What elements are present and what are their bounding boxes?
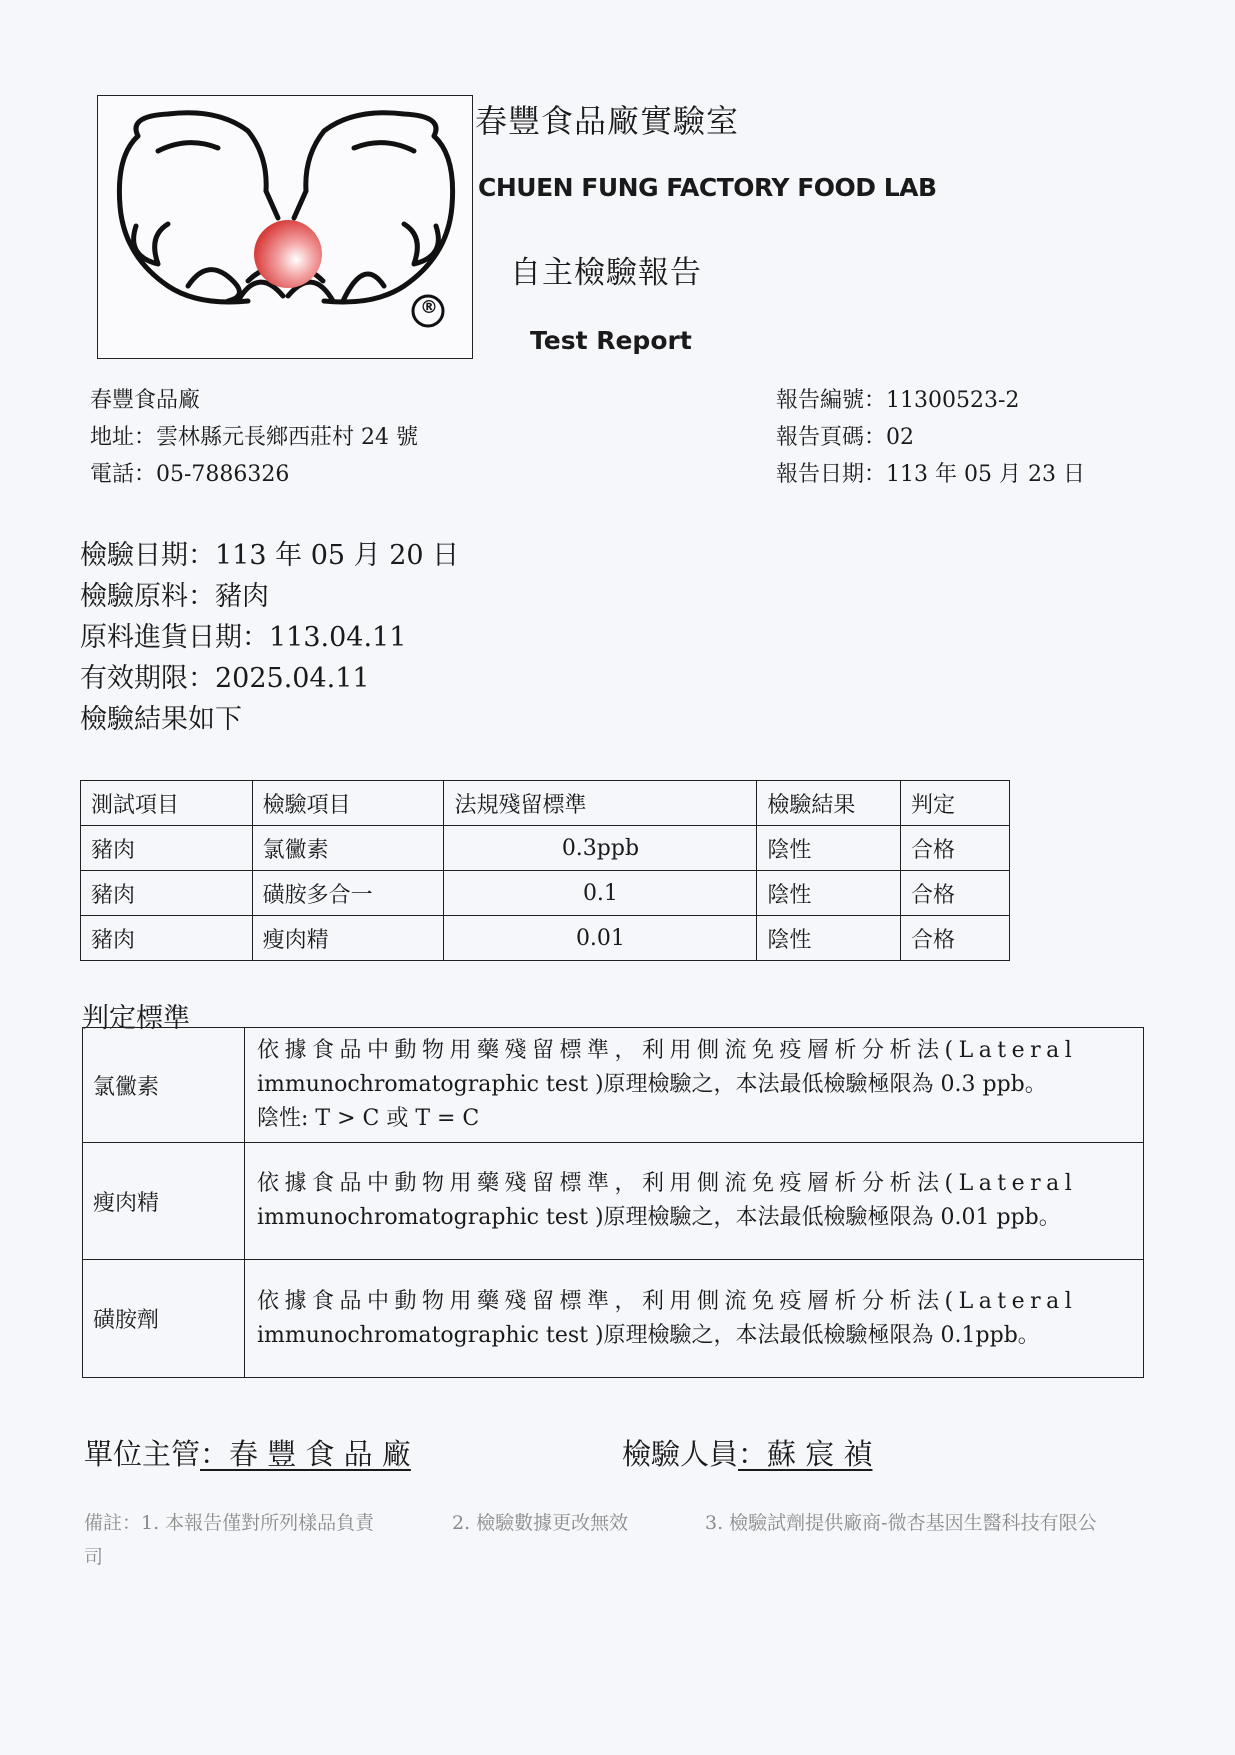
standard-description: [245, 1260, 1144, 1378]
note-2: 2. 檢驗數據更改無效: [452, 1512, 629, 1534]
standard-desc-line2: immunochromatographic test )原理檢驗之，本法最低檢驗極限為 0.01 ppb。: [257, 1205, 1061, 1230]
cell-test-item: 豬肉: [81, 871, 253, 916]
standard-description: [245, 1143, 1144, 1260]
company-phone: 電話：05-7886326: [90, 462, 290, 487]
inspection-date: 檢驗日期：113 年 05 月 20 日: [80, 540, 460, 571]
header-cell: 測試項目: [81, 781, 253, 826]
standard-description: [245, 1028, 1144, 1143]
inspector-signature: [622, 1432, 872, 1473]
logo-box: [97, 95, 473, 359]
supervisor-signature: [84, 1432, 411, 1473]
expiry-date: 有效期限：2025.04.11: [80, 663, 370, 694]
inspector-label: 檢驗人員: [622, 1437, 739, 1471]
report-page: 報告頁碼：02: [776, 425, 914, 450]
standard-name: 瘦肉精: [83, 1143, 245, 1260]
standard-desc-line1: 依據食品中動物用藥殘留標準，利用側流免疫層析分析法(Lateral: [257, 1171, 1078, 1196]
cell-inspection-item: 磺胺多合一: [252, 871, 444, 916]
supervisor-label: 單位主管: [84, 1437, 201, 1471]
cell-verdict: 合格: [901, 826, 1010, 871]
cell-result: 陰性: [757, 916, 901, 961]
lab-name-zh: 春豐食品廠實驗室: [475, 102, 740, 140]
standards-title: 判定標準: [82, 1003, 190, 1034]
company-name: 春豐食品廠: [90, 388, 201, 413]
note-3-continued: 司: [84, 1546, 104, 1568]
report-number: 報告編號：11300523-2: [776, 388, 1020, 413]
report-title-en: Test Report: [530, 326, 692, 355]
registered-mark: ®: [420, 297, 438, 318]
results-intro: 檢驗結果如下: [80, 704, 242, 735]
cell-standard: 0.1: [444, 871, 757, 916]
standard-desc-line1: 依據食品中動物用藥殘留標準，利用側流免疫層析分析法(Lateral: [257, 1038, 1078, 1063]
table-row: [81, 916, 1010, 961]
standard-name: 氯黴素: [83, 1028, 245, 1143]
standard-desc-line2: immunochromatographic test )原理檢驗之，本法最低檢驗極限為 0.1ppb。: [257, 1322, 1040, 1348]
table-row: [81, 826, 1010, 871]
cell-inspection-item: 氯黴素: [252, 826, 444, 871]
header-cell: 檢驗項目: [252, 781, 444, 826]
cell-standard: 0.01: [444, 916, 757, 961]
results-header-row: [81, 781, 1010, 826]
cell-test-item: 豬肉: [81, 826, 253, 871]
lab-name-en: CHUEN FUNG FACTORY FOOD LAB: [478, 173, 937, 202]
standard-desc-line1: 依據食品中動物用藥殘留標準，利用側流免疫層析分析法(Lateral: [257, 1288, 1078, 1314]
cell-inspection-item: 瘦肉精: [252, 916, 444, 961]
cupped-hands-logo-icon: [98, 96, 472, 358]
note-3: 3. 檢驗試劑提供廠商-微杏基因生醫科技有限公: [705, 1512, 1097, 1534]
standard-name: 磺胺劑: [83, 1260, 245, 1378]
standard-desc-line2: immunochromatographic test )原理檢驗之，本法最低檢驗極限為 0.3 ppb。: [257, 1072, 1047, 1097]
header-cell: 判定: [901, 781, 1010, 826]
cell-standard: 0.3ppb: [444, 826, 757, 871]
cell-verdict: 合格: [901, 871, 1010, 916]
header-cell: 檢驗結果: [757, 781, 901, 826]
inspection-material: 檢驗原料：豬肉: [80, 581, 269, 612]
standards-row: [83, 1260, 1144, 1378]
inspection-details: [80, 535, 459, 740]
company-address: 地址：雲林縣元長鄉西莊村 24 號: [90, 425, 418, 450]
standards-table: [82, 1027, 1144, 1378]
purchase-date: 原料進貨日期：113.04.11: [80, 622, 407, 653]
standards-row: [83, 1143, 1144, 1260]
inspector-value: ：蘇 宸 禎: [738, 1437, 873, 1471]
standards-row: [83, 1028, 1144, 1143]
report-date: 報告日期：113 年 05 月 23 日: [776, 462, 1085, 487]
company-info: [90, 382, 418, 493]
header-cell: 法規殘留標準: [444, 781, 757, 826]
cell-test-item: 豬肉: [81, 916, 253, 961]
report-meta: [776, 382, 1085, 493]
cell-verdict: 合格: [901, 916, 1010, 961]
report-title-zh: 自主檢驗報告: [510, 255, 702, 291]
supervisor-value: ：春 豐 食 品 廠: [200, 1437, 411, 1471]
cell-result: 陰性: [757, 871, 901, 916]
cell-result: 陰性: [757, 826, 901, 871]
results-table: [80, 780, 1010, 961]
note-1: 備註：1. 本報告僅對所列樣品負責: [84, 1512, 375, 1534]
standard-desc-line3: 陰性: T > C 或 T = C: [257, 1106, 480, 1131]
table-row: [81, 871, 1010, 916]
